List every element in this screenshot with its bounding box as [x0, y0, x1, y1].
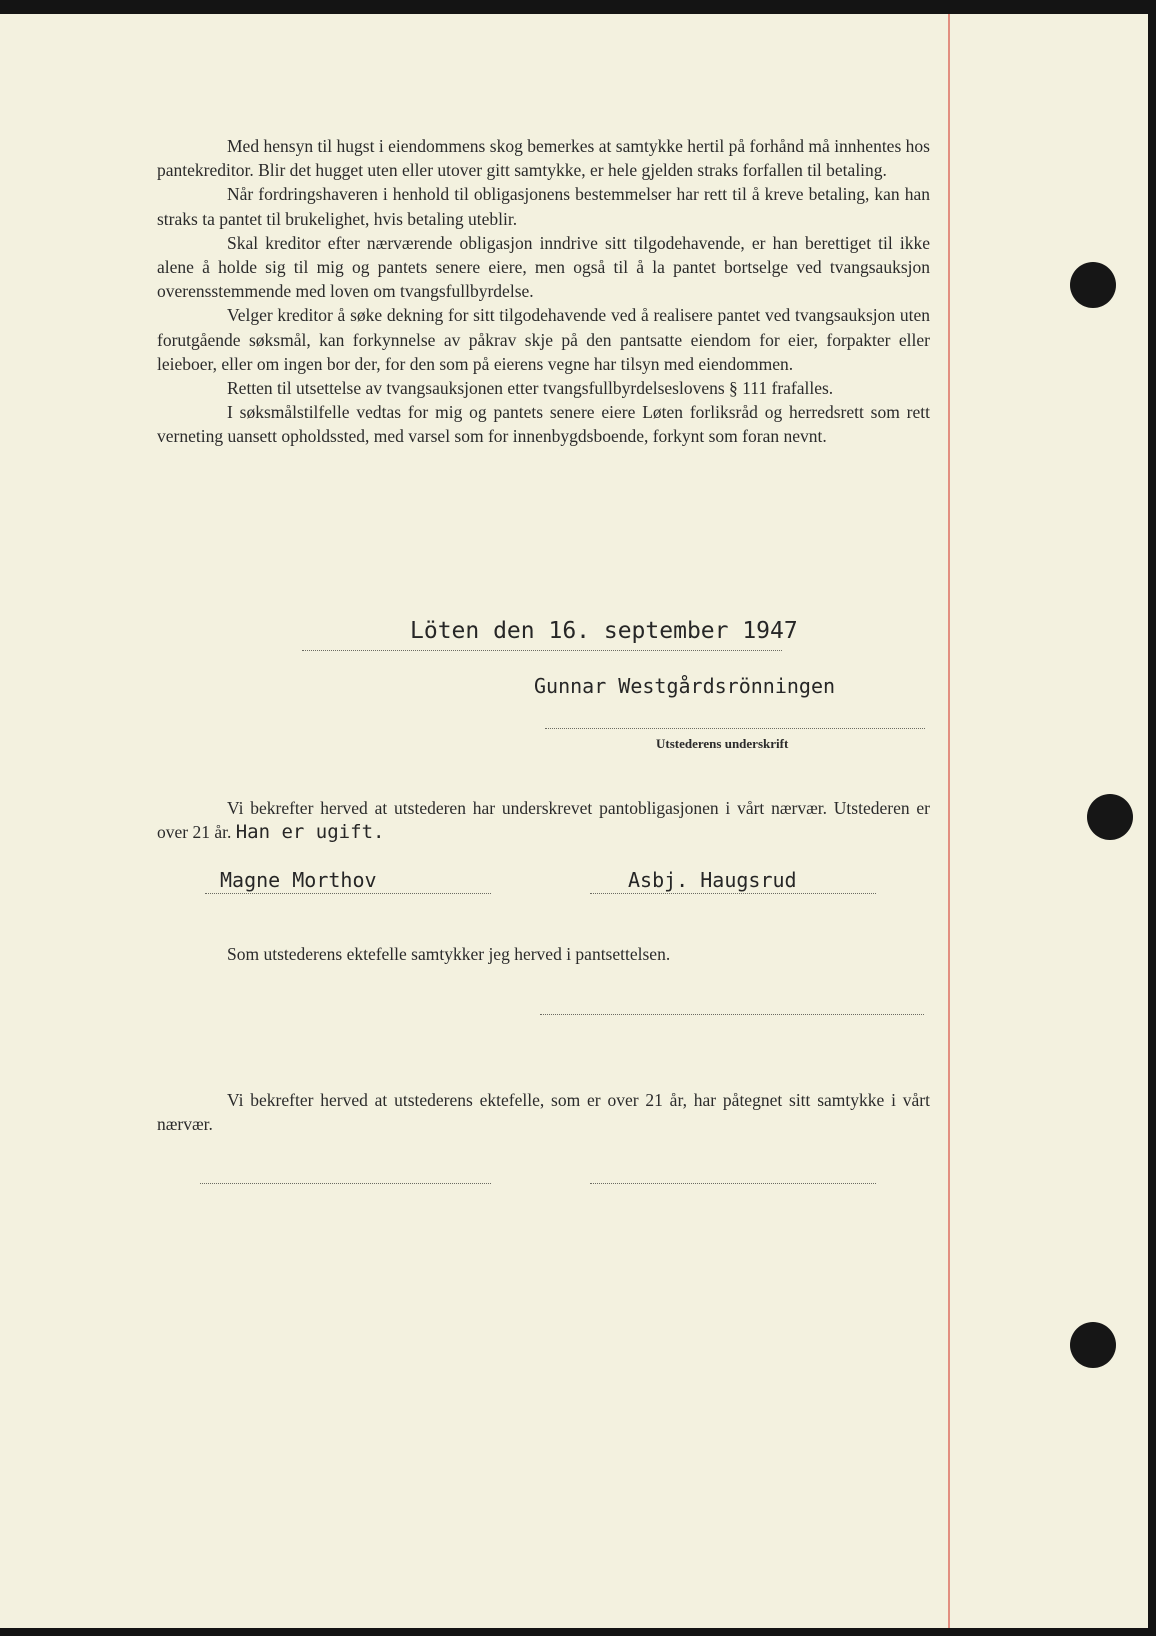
- paragraph-payment: Når fordringshaveren i henhold til obligasjonens bestemmelser har rett til å kreve betaling, kan han straks ta pantet til brukelighet, hvis betaling uteblir.: [157, 184, 930, 229]
- spouse-witness-1-line: [200, 1183, 491, 1184]
- punch-hole: [1070, 1322, 1116, 1368]
- paragraph-auction: Velger kreditor å søke dekning for sitt tilgodehavende ved å realisere pantet ved tvangsauksjon uten forutgående søksmål, kan forkynnelse av påkrav skje på den pantsatte eiendom for eier, forpakter eller leieboer, eller om ingen bor der, for den som på eierens vegne har tilsyn med eiendommen.: [157, 305, 930, 374]
- marital-status-note: Han er ugift.: [235, 821, 385, 843]
- spouse-witness-statement: Vi bekrefter herved at utstederens ektefelle, som er over 21 år, har påtegnet sitt samtykke i vårt nærvær.: [157, 1090, 930, 1134]
- issuer-signature-line: [545, 728, 925, 729]
- issuer-signature-caption: Utstederens underskrift: [656, 736, 789, 751]
- issuer-name: Gunnar Westgårdsrönningen: [534, 674, 836, 698]
- spouse-witness-2-line: [590, 1183, 876, 1184]
- witness-1-name: Magne Morthov: [220, 868, 377, 892]
- spouse-signature-line: [540, 1014, 924, 1015]
- date-line: [302, 650, 782, 651]
- punch-hole: [1087, 794, 1133, 840]
- paragraph-postponement: Retten til utsettelse av tvangsauksjonen etter tvangsfullbyrdelseslovens § 111 frafalles.: [227, 378, 834, 399]
- paragraph-enforcement: Skal kreditor efter nærværende obligasjon inndrive sitt tilgodehavende, er han berettiget til ikke alene å holde sig til mig og pantets senere eiere, men også til å la pantet bortselge ved tvangsauksjon overensstemmende med loven om tvangsfullbyrdelse.: [157, 232, 930, 302]
- witness-1-line: [205, 893, 491, 894]
- place-date: Löten den 16. september 1947: [410, 618, 798, 644]
- witness-statement: [157, 796, 930, 844]
- witness-2-line: [590, 893, 876, 894]
- paragraph-logging: Med hensyn til hugst i eiendommens skog bemerkes at samtykke hertil på forhånd må innhentes hos pantekreditor. Blir det hugget uten eller utover gitt samtykke, er hele gjelden straks forfallen til betaling.: [157, 136, 930, 181]
- margin-rule: [948, 14, 950, 1628]
- witness-statement-text: Vi bekrefter herved at utstederen har underskrevet pantobligasjonen i vårt nærvær. Utstederen er over 21 år.: [157, 798, 930, 842]
- spouse-consent: Som utstederens ektefelle samtykker jeg herved i pantsettelsen.: [227, 944, 671, 964]
- witness-2-name: Asbj. Haugsrud: [628, 868, 797, 892]
- bond-terms: [157, 134, 930, 449]
- punch-hole: [1070, 262, 1116, 308]
- paragraph-venue: I søksmålstilfelle vedtas for mig og pantets senere eiere Løten forliksråd og herredsrett som rett verneting uansett opholdssted, med varsel som for innenbygdsboende, forkynt som foran nevnt.: [157, 402, 930, 447]
